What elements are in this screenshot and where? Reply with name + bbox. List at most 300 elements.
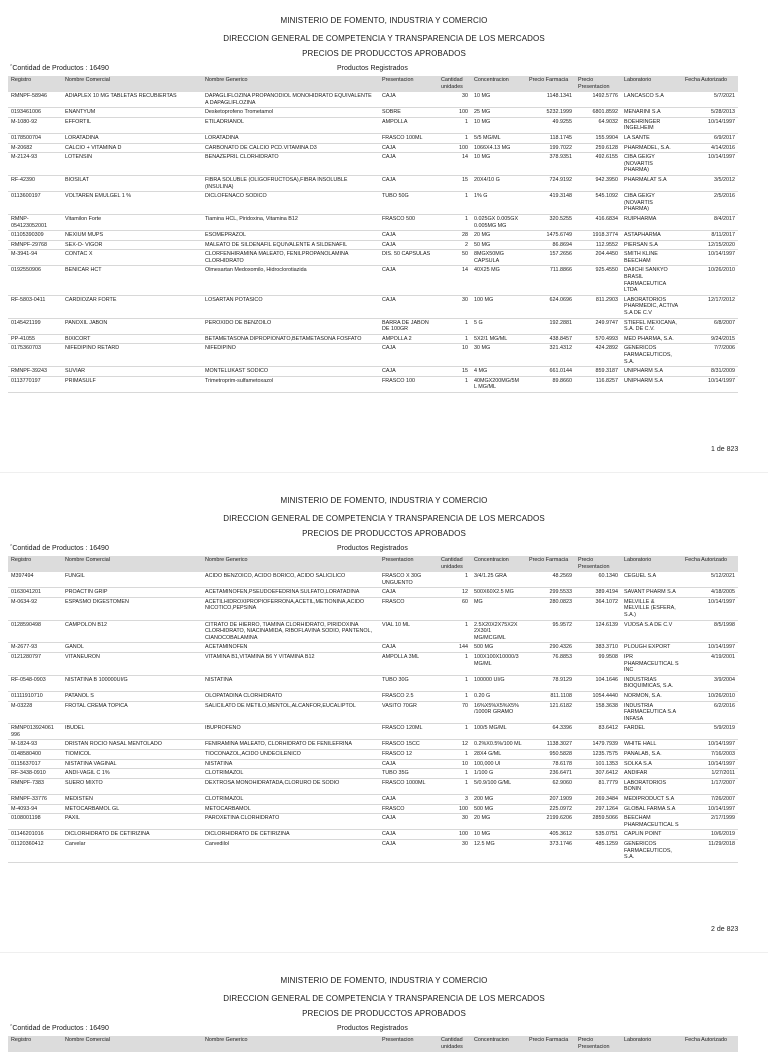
table-cell: 1 — [438, 133, 471, 143]
table-cell: CALCIO + VITAMINA D — [62, 143, 202, 153]
table-cell: CAPLIN POINT — [621, 830, 682, 840]
table-row — [8, 143, 738, 153]
table-cell: 1475.6749 — [526, 231, 575, 241]
table-cell: GANOL — [62, 643, 202, 653]
table-cell: 5/5 MG/ML — [471, 133, 526, 143]
table-cell: 6801.8592 — [575, 108, 621, 118]
table-cell: PHARMALAT S.A — [621, 175, 682, 191]
table-cell: 5 G — [471, 318, 526, 334]
table-cell: 157.2656 — [526, 250, 575, 266]
table-cell: 155.9904 — [575, 133, 621, 143]
table-cell: 2199.6206 — [526, 814, 575, 830]
table-cell: 8/5/1998 — [682, 620, 738, 643]
table-cell: 10 MG — [471, 117, 526, 133]
table-cell: 307.6412 — [575, 769, 621, 779]
table-cell: 10/14/1997 — [682, 740, 738, 750]
table-cell: LORATADINA — [202, 133, 379, 143]
table-cell: PIERSAN S.A — [621, 240, 682, 250]
table-cell: 30 — [438, 814, 471, 830]
table-cell: 1 — [438, 652, 471, 675]
table-cell: CAMPOLON B12 — [62, 620, 202, 643]
column-header: Concentracion — [471, 556, 526, 572]
column-header: Concentracion — [471, 1036, 526, 1052]
table-cell: 492.6155 — [575, 153, 621, 176]
table-cell: AMPOLLA — [379, 117, 438, 133]
table-cell: CAJA — [379, 830, 438, 840]
table-cell: CAJA — [379, 231, 438, 241]
table-cell: 40MGX200MG/5M L MG/ML — [471, 376, 526, 392]
table-row — [8, 795, 738, 805]
table-cell: 14 — [438, 153, 471, 176]
table-row — [8, 117, 738, 133]
table-cell: CAJA — [379, 240, 438, 250]
registered-label: Productos Registrados — [337, 545, 408, 552]
column-header: Fecha Autorizado — [682, 76, 738, 92]
table-cell: 16%X5%X5%X5% /1000R GRAMO — [471, 701, 526, 724]
table-cell: CLOTRIMAZOL — [202, 795, 379, 805]
table-cell: 64.9032 — [575, 117, 621, 133]
table-cell: FRASCO 1000ML — [379, 778, 438, 794]
table-cell: 158.3638 — [575, 701, 621, 724]
table-cell: BENICAR HCT — [62, 266, 202, 295]
table-cell: FRASCO 12 — [379, 750, 438, 760]
table-cell: 1235.7575 — [575, 750, 621, 760]
table-cell: 4/18/2005 — [682, 588, 738, 598]
table-cell: 64.3396 — [526, 724, 575, 740]
table-cell: LOTENSIN — [62, 153, 202, 176]
table-cell: 0.2%X0.5%/100 ML — [471, 740, 526, 750]
table-cell: 1492.5776 — [575, 92, 621, 108]
table-cell: 30 — [438, 295, 471, 318]
table-cell: 299.5533 — [526, 588, 575, 598]
table-cell: 10 MG — [471, 830, 526, 840]
column-header: Presentacion — [379, 76, 438, 92]
report-subtitle: PRECIOS DE PRODUCCTOS APROBADOS — [302, 49, 466, 58]
table-cell: M-2124-93 — [8, 153, 62, 176]
table-cell: 10 — [438, 759, 471, 769]
table-cell: PHARMADEL, S.A. — [621, 143, 682, 153]
table-cell: 01120360412 — [8, 840, 62, 863]
table-cell: M-4093-94 — [8, 804, 62, 814]
table-cell: 50 — [438, 250, 471, 266]
table-cell: TUBO 35G — [379, 769, 438, 779]
table-cell: 485.1259 — [575, 840, 621, 863]
table-cell: 0148580400 — [8, 750, 62, 760]
table-cell: 10/14/1997 — [682, 597, 738, 620]
direction-title: DIRECCION GENERAL DE COMPETENCIA Y TRANSPARENCIA DE LOS MERCADOS — [223, 34, 545, 43]
table-cell: M-0634-92 — [8, 597, 62, 620]
column-header: Precio Farmacia — [526, 1036, 575, 1052]
table-row — [8, 192, 738, 215]
direction-title: DIRECCION GENERAL DE COMPETENCIA Y TRANSPARENCIA DE LOS MERCADOS — [223, 514, 545, 523]
table-row — [8, 175, 738, 191]
table-cell: 81.7779 — [575, 778, 621, 794]
table-cell: 1 — [438, 334, 471, 344]
table-cell: RMNP-054123052001 — [8, 214, 62, 230]
report-subtitle: PRECIOS DE PRODUCCTOS APROBADOS — [302, 1009, 466, 1018]
table-cell: 1 — [438, 572, 471, 588]
table-cell: MELVILLE & MELVILLE (ESFERA, S.A.) — [621, 597, 682, 620]
table-cell: 12 — [438, 588, 471, 598]
table-cell: 3/9/2004 — [682, 675, 738, 691]
table-cell: 25 MG — [471, 108, 526, 118]
table-cell: 3/5/2012 — [682, 175, 738, 191]
table-cell: 5232.1999 — [526, 108, 575, 118]
column-header: Nombre Generico — [202, 1036, 379, 1052]
table-cell: ENANTYUM — [62, 108, 202, 118]
table-cell: 6/2/2016 — [682, 701, 738, 724]
table-cell: DEXTROSA MONOHIDRATADA,CLORURO DE SODIO — [202, 778, 379, 794]
column-header: Laboratorio — [621, 76, 682, 92]
table-cell: 1/17/2007 — [682, 778, 738, 794]
table-cell: 225.0972 — [526, 804, 575, 814]
table-cell: 6/8/2007 — [682, 318, 738, 334]
table-header-row — [8, 1036, 738, 1052]
table-cell: 100 — [438, 830, 471, 840]
table-cell: GENERICOS FARMACEUTICOS, S.A. — [621, 344, 682, 367]
table-cell: FRASCO 120ML — [379, 724, 438, 740]
table-cell: 199.7022 — [526, 143, 575, 153]
table-cell: 100,000 UI — [471, 759, 526, 769]
table-cell: METOCARBAMOL — [202, 804, 379, 814]
table-cell: Olmesartan Medoxomilo, Hidroclorotiazida — [202, 266, 379, 295]
table-cell: 116.8257 — [575, 376, 621, 392]
table-cell: PAXIL — [62, 814, 202, 830]
table-cell: CAJA — [379, 795, 438, 805]
table-cell: 10/14/1997 — [682, 643, 738, 653]
column-header: Cantidad unidades — [438, 556, 471, 572]
table-cell: CAJA — [379, 295, 438, 318]
table-cell: LOSARTAN POTASICO — [202, 295, 379, 318]
table-cell: RMNPF-39243 — [8, 367, 62, 377]
table-cell: NORMON, S.A. — [621, 691, 682, 701]
table-cell: 2.5X20X2X75X2X 2X30/1 MG/MCG/ML — [471, 620, 526, 643]
table-cell: 364.1072 — [575, 597, 621, 620]
table-cell: 259.6128 — [575, 143, 621, 153]
table-cell: 1% G — [471, 192, 526, 215]
column-header: Laboratorio — [621, 1036, 682, 1052]
table-cell: 280.0823 — [526, 597, 575, 620]
table-cell: 0.20 G — [471, 691, 526, 701]
table-cell: 2/17/1999 — [682, 814, 738, 830]
table-cell: FRASCO — [379, 597, 438, 620]
product-count: ˆContidad de Productos : 16490 — [10, 545, 109, 552]
table-cell: 4/19/2001 — [682, 652, 738, 675]
table-cell: PAROXETINA CLORHIDRATO — [202, 814, 379, 830]
table-cell: 60.1340 — [575, 572, 621, 588]
column-header: Fecha Autorizado — [682, 556, 738, 572]
table-cell: 5X2/1 MG/ML — [471, 334, 526, 344]
table-cell: CAJA — [379, 266, 438, 295]
table-cell: DICLORHIDRATO DE CETIRIZINA — [202, 830, 379, 840]
table-cell: 0145421199 — [8, 318, 62, 334]
table-cell: 535.0751 — [575, 830, 621, 840]
table-row — [8, 318, 738, 334]
table-cell: FRASCO — [379, 804, 438, 814]
table-cell: 8MGX50MG CAPSULA — [471, 250, 526, 266]
table-cell: 0192550906 — [8, 266, 62, 295]
table-cell: 89.8660 — [526, 376, 575, 392]
table-cell: 378.9351 — [526, 153, 575, 176]
page-number: 1 de 823 — [711, 446, 739, 453]
table-cell: INDUSTRIA FARMACEUTICA S.A INFASA — [621, 701, 682, 724]
column-header: Presentacion — [379, 1036, 438, 1052]
table-cell: NISTATINA — [202, 675, 379, 691]
table-row — [8, 588, 738, 598]
table-cell: 711.8866 — [526, 266, 575, 295]
table-cell: FIBRA SOLUBLE (OLIGOFRUCTOSA),FIBRA INSOLUBLE (INSULINA) — [202, 175, 379, 191]
table-cell: 419.3148 — [526, 192, 575, 215]
table-cell: 01111910710 — [8, 691, 62, 701]
table-cell: 01105390309 — [8, 231, 62, 241]
table-cell: INDUSTRIAS BIOQUIMICAS, S.A. — [621, 675, 682, 691]
table-cell: MG — [471, 597, 526, 620]
table-cell: MALEATO DE SILDENAFIL EQUIVALENTE A SILDENAFIL — [202, 240, 379, 250]
table-cell: CLORFENHIRAMINA MALEATO, FENILPROPANOLAMINA CLORHIDRATO — [202, 250, 379, 266]
table-cell: 30 — [438, 92, 471, 108]
table-cell: 269.3484 — [575, 795, 621, 805]
table-cell: 1 — [438, 778, 471, 794]
table-cell: VITAMINA B1,VITAMINA B6 Y VITAMINA B12 — [202, 652, 379, 675]
table-cell: DAPAGLIFLOZINA PROPANODIOL MONOHIDRATO EQUIVALENTE A DAPAGLIFLOZINA — [202, 92, 379, 108]
table-cell: BIXICORT — [62, 334, 202, 344]
table-cell: ANDI-VAGIL C 1% — [62, 769, 202, 779]
table-cell: 100 — [438, 108, 471, 118]
table-cell: 20X4/10 G — [471, 175, 526, 191]
table-row — [8, 701, 738, 724]
table-row — [8, 597, 738, 620]
table-cell: 545.1092 — [575, 192, 621, 215]
table-cell: M-20682 — [8, 143, 62, 153]
table-cell: 500 MG — [471, 804, 526, 814]
table-cell: 76.8853 — [526, 652, 575, 675]
column-header: Presentacion — [379, 556, 438, 572]
table-cell: 100000 UI/G — [471, 675, 526, 691]
table-cell: Carvelar — [62, 840, 202, 863]
table-cell: BOEHRINGER INGELHEIM — [621, 117, 682, 133]
table-cell: 297.1264 — [575, 804, 621, 814]
table-cell: 0113600197 — [8, 192, 62, 215]
table-row — [8, 295, 738, 318]
table-row — [8, 133, 738, 143]
table-row — [8, 572, 738, 588]
table-row — [8, 675, 738, 691]
table-cell: ACETILHIDROXIPROPIOFERRONA,ACETIL,METIONINA,ACIDO NICOTICO,PEPSINA — [202, 597, 379, 620]
table-cell: ANDIFAR — [621, 769, 682, 779]
table-cell: CAJA — [379, 92, 438, 108]
table-cell: 124.6139 — [575, 620, 621, 643]
table-cell: DRISTAN ROCIO NASAL MENTOLADO — [62, 740, 202, 750]
table-cell: PP-41055 — [8, 334, 62, 344]
table-cell: 11/29/2018 — [682, 840, 738, 863]
product-count: ˆContidad de Productos : 16490 — [10, 65, 109, 72]
table-cell: 30 — [438, 840, 471, 863]
table-cell: 0175360703 — [8, 344, 62, 367]
table-row — [8, 643, 738, 653]
table-cell: 950.5828 — [526, 750, 575, 760]
table-row — [8, 214, 738, 230]
table-cell: 100X100X10000/3 MG/ML — [471, 652, 526, 675]
table-cell: ASTAPHARMA — [621, 231, 682, 241]
table-cell: CAJA — [379, 344, 438, 367]
table-cell: CIBA GEIGY (NOVARTIS PHARMA) — [621, 153, 682, 176]
column-header: Fecha Autorizado — [682, 1036, 738, 1052]
table-cell: 1138.3027 — [526, 740, 575, 750]
table-cell: 1066X4.13 MG — [471, 143, 526, 153]
table-cell: 925.4550 — [575, 266, 621, 295]
table-cell: IBUPROFENO — [202, 724, 379, 740]
table-cell: 78.6178 — [526, 759, 575, 769]
table-cell: 100/5 MG/ML — [471, 724, 526, 740]
table-cell: 1 — [438, 376, 471, 392]
table-cell: BENAZEPRIL CLORHIDRATO — [202, 153, 379, 176]
table-cell: 1479.7939 — [575, 740, 621, 750]
table-cell: IBUDEL — [62, 724, 202, 740]
table-cell: WHITE HALL — [621, 740, 682, 750]
table-cell: RMNPF-33776 — [8, 795, 62, 805]
table-cell: 144 — [438, 643, 471, 653]
table-cell: ADIAPLEX 10 MG TABLETAS RECUBIERTAS — [62, 92, 202, 108]
table-cell: 204.4450 — [575, 250, 621, 266]
table-cell: 5/0.9/100 G/ML — [471, 778, 526, 794]
table-cell: 1 — [438, 691, 471, 701]
table-cell: 1 — [438, 192, 471, 215]
table-cell: FRASCO X 30G UNGUENTO — [379, 572, 438, 588]
column-header: Nombre Comercial — [62, 1036, 202, 1052]
table-cell: ESPASMO DIGESTOMEN — [62, 597, 202, 620]
column-header: Precio Farmacia — [526, 556, 575, 572]
table-cell: FRASCO 100 — [379, 376, 438, 392]
table-row — [8, 334, 738, 344]
table-cell: M-2677-93 — [8, 643, 62, 653]
table-cell: 30 MG — [471, 344, 526, 367]
table-cell: LABORATORIOS PHARMEDIC, ACTIVA S.A DE C.V — [621, 295, 682, 318]
table-cell: Carvedilol — [202, 840, 379, 863]
table-cell: RF-3438-0910 — [8, 769, 62, 779]
table-cell: DIS. 50 CAPSULAS — [379, 250, 438, 266]
table-cell: 1 — [438, 214, 471, 230]
column-header: Precio Presentacion — [575, 76, 621, 92]
column-header: Registro — [8, 76, 62, 92]
table-cell: VITANEURON — [62, 652, 202, 675]
table-cell: METOCARBAMOL GL — [62, 804, 202, 814]
table-cell: PRIMASULF — [62, 376, 202, 392]
products-table — [8, 76, 738, 393]
table-row — [8, 153, 738, 176]
table-cell: 200 MG — [471, 795, 526, 805]
table-cell: 389.4194 — [575, 588, 621, 598]
table-cell: M397494 — [8, 572, 62, 588]
column-header: Nombre Generico — [202, 556, 379, 572]
table-cell: 724.9192 — [526, 175, 575, 191]
table-cell: RMNP013924061 996 — [8, 724, 62, 740]
table-cell: GLOBAL FARMA S.A — [621, 804, 682, 814]
table-header-row — [8, 556, 738, 572]
column-header: Registro — [8, 1036, 62, 1052]
table-row — [8, 804, 738, 814]
table-cell: 249.9747 — [575, 318, 621, 334]
table-cell: 405.3612 — [526, 830, 575, 840]
table-cell: 50 MG — [471, 240, 526, 250]
table-cell: NEXIUM MUPS — [62, 231, 202, 241]
table-cell: 570.4993 — [575, 334, 621, 344]
table-cell: 383.3710 — [575, 643, 621, 653]
table-cell: 10/6/2019 — [682, 830, 738, 840]
table-cell: BEECHAM PHARMACEUTICAL S — [621, 814, 682, 830]
table-row — [8, 240, 738, 250]
table-cell: CAJA — [379, 588, 438, 598]
table-cell: RF-0548-0903 — [8, 675, 62, 691]
table-cell: SMITH KLINE BEECHAM — [621, 250, 682, 266]
table-cell: 0163041201 — [8, 588, 62, 598]
table-cell: 4 MG — [471, 367, 526, 377]
table-cell: 0115637017 — [8, 759, 62, 769]
table-cell: CAJA — [379, 643, 438, 653]
table-cell: 12 — [438, 740, 471, 750]
table-cell: LABORATORIOS BONIN — [621, 778, 682, 794]
table-cell: TIOCONAZOL,ACIDO UNDECILENICO — [202, 750, 379, 760]
table-cell: RF-42390 — [8, 175, 62, 191]
table-cell: LORATADINA — [62, 133, 202, 143]
table-cell: 62.9060 — [526, 778, 575, 794]
table-row — [8, 840, 738, 863]
table-cell: 10/14/1997 — [682, 153, 738, 176]
table-cell: 0113770197 — [8, 376, 62, 392]
table-cell: NIFEDIPINO RETARD — [62, 344, 202, 367]
ministry-title: MINISTERIO DE FOMENTO, INDUSTRIA Y COMERCIO — [280, 16, 488, 25]
table-cell: ACIDO BENZOICO, ACIDO BORICO, ACIDO SALICILICO — [202, 572, 379, 588]
table-cell: 0.025GX 0.005GX 0.005MG MG — [471, 214, 526, 230]
products-table — [8, 556, 738, 863]
table-cell: 416.6834 — [575, 214, 621, 230]
table-cell: VOLTAREN EMULGEL 1 % — [62, 192, 202, 215]
table-cell: 3/4/1.25 GRA — [471, 572, 526, 588]
column-header: Precio Presentacion — [575, 1036, 621, 1052]
table-cell: 207.1909 — [526, 795, 575, 805]
table-cell: 942.3950 — [575, 175, 621, 191]
table-cell: 48.2569 — [526, 572, 575, 588]
table-header-row — [8, 76, 738, 92]
table-cell: 49.9255 — [526, 117, 575, 133]
column-header: Precio Presentacion — [575, 556, 621, 572]
table-cell: 10/14/1997 — [682, 376, 738, 392]
table-cell: SUERO MIXTO — [62, 778, 202, 794]
table-cell: CAJA — [379, 840, 438, 863]
table-row — [8, 344, 738, 367]
table-cell: 424.2892 — [575, 344, 621, 367]
table-cell: Desketoprofeno Trometamol — [202, 108, 379, 118]
table-row — [8, 620, 738, 643]
table-cell: PANOXIL JABON — [62, 318, 202, 334]
table-cell: 7/16/2003 — [682, 750, 738, 760]
table-cell: CAJA — [379, 814, 438, 830]
table-cell: NIFEDIPINO — [202, 344, 379, 367]
table-cell: 0178500704 — [8, 133, 62, 143]
table-cell: DAIICHI SANKYO BRASIL FARMACEUTICA LTDA — [621, 266, 682, 295]
table-cell: 7/26/2007 — [682, 795, 738, 805]
table-cell: TIOMICOL — [62, 750, 202, 760]
table-cell: VIJOSA S.A DE C.V — [621, 620, 682, 643]
table-cell: 0121280797 — [8, 652, 62, 675]
table-cell: M-1824-93 — [8, 740, 62, 750]
table-cell: 5/12/2021 — [682, 572, 738, 588]
table-cell: 1918.3774 — [575, 231, 621, 241]
table-cell: 20 MG — [471, 814, 526, 830]
table-cell: CAJA — [379, 759, 438, 769]
table-cell: 1 — [438, 769, 471, 779]
products-table — [8, 1036, 738, 1052]
table-cell: 12.5 MG — [471, 840, 526, 863]
